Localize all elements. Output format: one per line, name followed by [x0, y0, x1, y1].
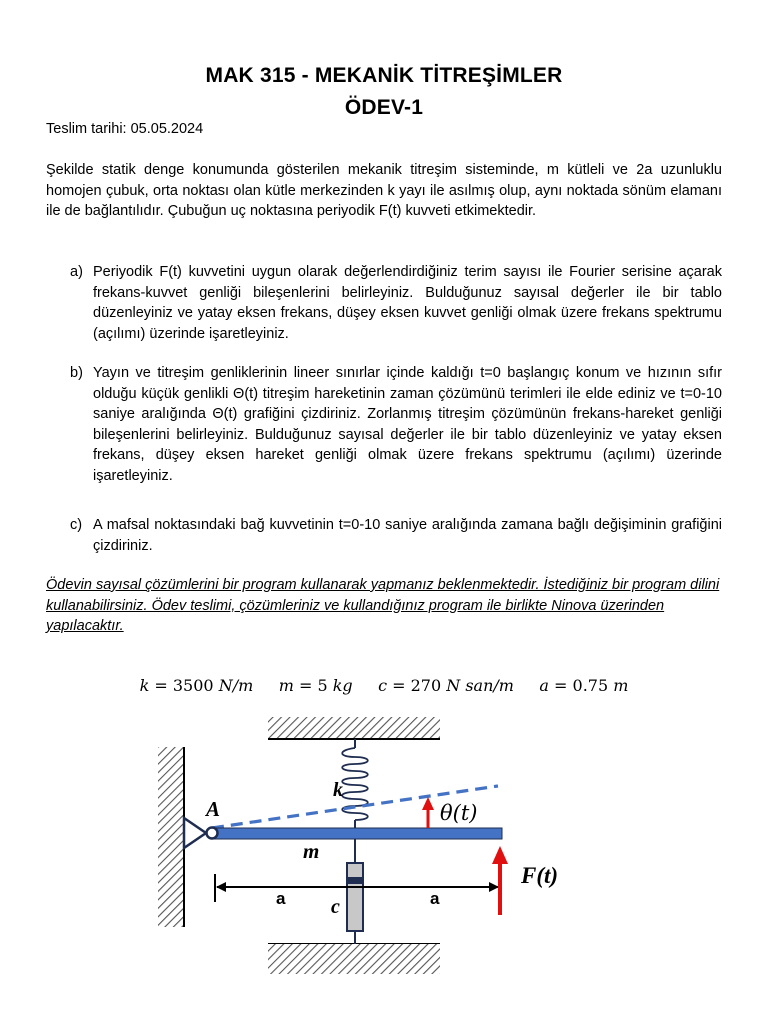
pin-support-a — [184, 818, 218, 848]
theta-arrow — [422, 797, 434, 828]
dimension-a-left: a — [276, 889, 286, 908]
course-title: MAK 315 - MEKANİK TİTREŞİMLER — [205, 64, 563, 87]
mechanism-diagram — [150, 712, 590, 984]
param-k-value: = 3500 — [149, 676, 219, 695]
theta-label: θ(t) — [440, 801, 478, 825]
spring-k — [342, 739, 368, 828]
question-text: Periyodik F(t) kuvvetini uygun olarak değerlendirdiğiniz terim sayısı ile Fourier serisine açarak frekans-kuvvet genliği bileşenlerini belirleyiniz. Bulduğunuz sayısal değerler ile bir tablo düzenleyiniz ve yatay eksen frekans, düşey eksen kuvvet genliği olmak üzere frekans spektrumu (açılımı) üzerinde işaretleyiniz. — [93, 264, 722, 342]
param-a-symbol: a — [539, 676, 549, 695]
question-text: Yayın ve titreşim genliklerinin lineer sınırlar içinde kaldığı t=0 başlangıç konum ve hızının sıfır olduğu küçük genlikli Θ(t) titreşim hareketinin zaman çözümünü terimleri ile elde ediniz ve t=0-10 saniye aralığında Θ(t) grafiğini çizdiriniz. Zorlanmış titreşim çözümünün frekans-hareket genliği bileşenlerini belirleyiniz. Bulduğunuz sayısal değerler ile bir tablo düzenleyiniz ve yatay eksen frekans, düşey eksen hareket genliği olmak üzere frekans spektrumu (açılımı) üzerinde işaretleyiniz. — [93, 365, 722, 484]
submission-note: Ödevin sayısal çözümlerini bir program kullanarak yapmanız beklenmektedir. İstediğiniz bir program dilini kullanabilirsiniz. Ödev teslimi, çözümleriniz ve kullandığınız program ile birlikte Ninova üzerinden yapılacaktır. — [46, 577, 720, 634]
param-k-symbol: k — [139, 676, 150, 695]
question-b — [70, 363, 722, 486]
param-c-value: = 270 — [387, 676, 447, 695]
question-text: A mafsal noktasındaki bağ kuvvetinin t=0-10 saniye aralığında zamana bağlı değişiminin grafiğini çizdiriniz. — [93, 517, 722, 554]
parameter-line — [0, 676, 768, 695]
bottom-support — [268, 944, 440, 974]
assignment-title: ÖDEV-1 — [344, 96, 424, 119]
top-support — [268, 717, 440, 739]
param-c-symbol: c — [378, 676, 388, 695]
param-a-unit: m — [613, 676, 629, 695]
question-marker: a) — [70, 264, 83, 280]
left-wall — [158, 747, 184, 927]
param-m-symbol: m — [278, 676, 294, 695]
param-m-unit: kg — [332, 676, 353, 695]
pin-label: A — [206, 797, 221, 821]
damper-label: c — [331, 896, 340, 918]
param-a-value: = 0.75 — [548, 676, 614, 695]
damper-c — [346, 839, 364, 944]
dimension-a-right: a — [430, 889, 440, 908]
param-m-value: = 5 — [293, 676, 333, 695]
beam — [212, 828, 502, 839]
problem-statement: Şekilde statik denge konumunda gösterilen mekanik titreşim sisteminde, m kütleli ve 2a uzunluklu homojen çubuk, orta noktası olan kütle merkezinden k yayı ile asılmış olup, aynı noktada sönüm elamanı ile de bağlantılıdır. Çubuğun uç noktasına periyodik F(t) kuvveti etkimektedir. — [46, 162, 722, 219]
question-c — [70, 515, 722, 556]
question-marker: b) — [70, 365, 83, 381]
due-date: Teslim tarihi: 05.05.2024 — [46, 121, 204, 137]
question-a — [70, 262, 722, 344]
mass-label: m — [303, 839, 320, 863]
question-marker: c) — [70, 517, 83, 533]
force-arrow — [492, 846, 508, 915]
force-label: F(t) — [521, 863, 559, 888]
param-c-unit: N san/m — [446, 676, 514, 695]
spring-label: k — [333, 779, 343, 801]
param-k-unit: N/m — [218, 676, 254, 695]
